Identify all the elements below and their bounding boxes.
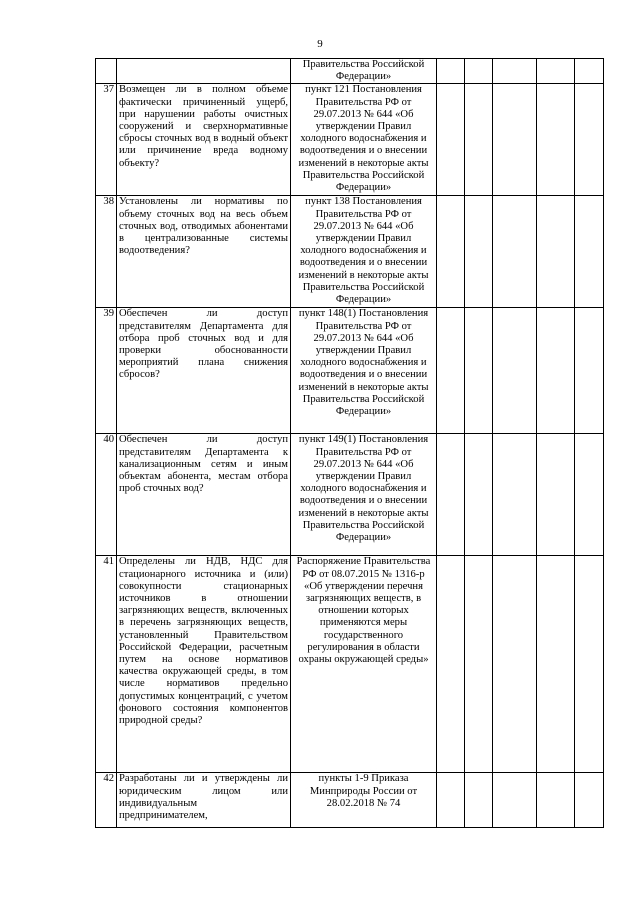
row-number <box>96 59 117 84</box>
row-number: 41 <box>96 556 117 773</box>
question-text: Определены ли НДВ, НДС для стационарного источника и (или) совокупности стационарных источников в отношении загрязняющих веществ, включенных в перечень загрязняющих веществ, установленный Правительством Российской Федерации, расчетным путем на основе нормативов качества окружающей среды, в том числе нормативов предельно допустимых концентраций, с учетом фонового состояния компонентов природной среды? <box>117 556 291 773</box>
table-row <box>96 84 604 196</box>
table-row <box>96 556 604 773</box>
question-text: Возмещен ли в полном объеме фактически причиненный ущерб, при нарушении работы очистных сооружений и сверхнормативные сбросы сточных вод в водный объект или причинение вреда водному объекту? <box>117 84 291 196</box>
question-text: Разработаны ли и утверждены ли юридическим лицом или индивидуальным предпринимателем, <box>117 773 291 828</box>
row-number: 39 <box>96 308 117 434</box>
row-number: 37 <box>96 84 117 196</box>
question-text: Обеспечен ли доступ представителям Департамента к канализационным сетям и иным объектам абонента, местам отбора проб сточных вод? <box>117 434 291 556</box>
legal-reference: пункт 148(1) Постановления Правительства РФ от 29.07.2013 № 644 «Об утверждении Правил холодного водоснабжения и водоотведения и о внесении изменений в некоторые акты Правительства Российской Федерации» <box>291 308 437 434</box>
row-number: 42 <box>96 773 117 828</box>
question-text <box>117 59 291 84</box>
table-row <box>96 773 604 828</box>
table-row <box>96 196 604 308</box>
legal-reference: Правительства Российской Федерации» <box>291 59 437 84</box>
legal-reference: пункт 121 Постановления Правительства РФ от 29.07.2013 № 644 «Об утверждении Правил холодного водоснабжения и водоотведения и о внесении изменений в некоторые акты Правительства Российской Федерации» <box>291 84 437 196</box>
legal-reference: пункт 138 Постановления Правительства РФ от 29.07.2013 № 644 «Об утверждении Правил холодного водоснабжения и водоотведения и о внесении изменений в некоторые акты Правительства Российской Федерации» <box>291 196 437 308</box>
table-row <box>96 59 604 84</box>
legal-reference: пункт 149(1) Постановления Правительства РФ от 29.07.2013 № 644 «Об утверждении Правил холодного водоснабжения и водоотведения и о внесении изменений в некоторые акты Правительства Российской Федерации» <box>291 434 437 556</box>
checklist-table <box>95 58 604 828</box>
table-row <box>96 308 604 434</box>
legal-reference: пункты 1-9 Приказа Минприроды России от 28.02.2018 № 74 <box>291 773 437 828</box>
row-number: 40 <box>96 434 117 556</box>
page-number: 9 <box>317 38 323 50</box>
row-number: 38 <box>96 196 117 308</box>
question-text: Обеспечен ли доступ представителям Департамента для отбора проб сточных вод и для проверки обоснованности мероприятий плана снижения сбросов? <box>117 308 291 434</box>
legal-reference: Распоряжение Правительства РФ от 08.07.2015 № 1316-р «Об утверждении перечня загрязняющих веществ, в отношении которых применяются меры государственного регулирования в области охраны окружающей среды» <box>291 556 437 773</box>
question-text: Установлены ли нормативы по объему сточных вод на весь объем сточных вод, отводимых абонентами в централизованные системы водоотведения? <box>117 196 291 308</box>
table-row <box>96 434 604 556</box>
